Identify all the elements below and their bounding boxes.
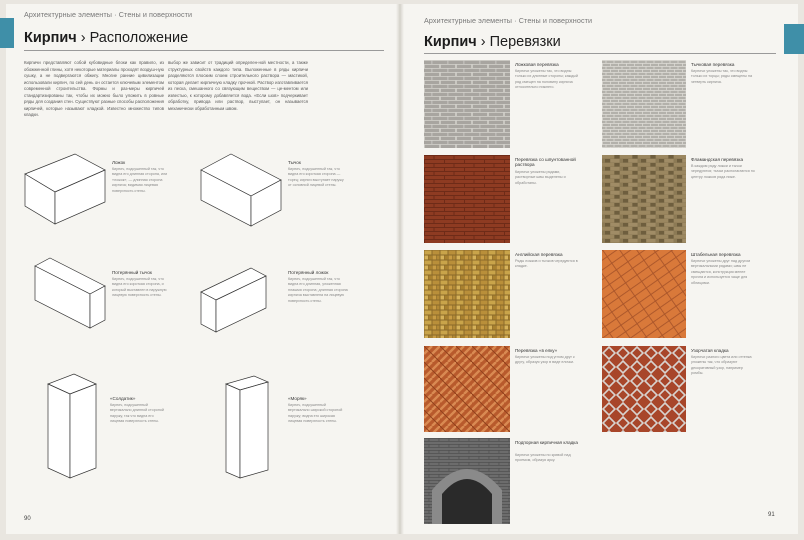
- bond-desc-header: Кирпичи уложены так, что видны только их торцы; ряды смещены на четверть кирпича.: [691, 69, 753, 84]
- bond-desc-english: Ряды ложков и тычков чередуются в кладке.: [515, 259, 578, 269]
- unit-desc-rowlock-stretcher: Кирпич, подсушенный так, что видна его длинная, уложенная плашмя сторона; длинная сторона кирпича выставлена на лицевую поверхность стены.: [288, 277, 348, 303]
- running-head-right: Архитектурные элементы · Стены и поверхности: [424, 16, 593, 25]
- chapter-tab-right: [784, 24, 804, 54]
- bond-desc-diaper: Кирпичи разного цвета или оттенка уложены так, что образуют декоративный узор, например ромбы.: [691, 355, 752, 376]
- bond-label-arch: Подпорная кирпичная кладка: [515, 440, 578, 445]
- intro-column-2: выбор же зависит от традиций определен-ной местности, а также структурных свойств каждого типа. Выложенные в ряды кирпичи разделяются плоским слоем строительного раствора — мастикой, которая делает кирпичную кладку прочной. Раствор изготавливается из песка, смешанного со связующим веществом — це-ментом или известью, к которому добавляется вода. «Если шов» подчеркивает обработку, привода или раствор, выступает, он называется механически обработанным швом.: [168, 60, 308, 111]
- unit-desc-header: Кирпич, подсушенный так, что видна его короткая сторона — торец; кирпич выступает наружу от основной лицевой стены.: [288, 167, 344, 188]
- bond-label-stretcher: Ложковая перевязка: [515, 62, 559, 67]
- chapter-tab-left: [0, 18, 14, 48]
- bond-desc-herringbone: Кирпичи уложены под углом друг к другу, образуя узор в виде елочки.: [515, 355, 575, 365]
- unit-label-rowlock-header: Потерянный тычок: [112, 270, 152, 275]
- page-number-left: 90: [24, 516, 31, 522]
- bond-desc-raked: Кирпичи уложены рядами, растворные швы выделены и обработаны.: [515, 170, 566, 185]
- bond-label-raked: Перевязка со шпунтованной раствора: [515, 157, 576, 167]
- unit-label-soldier: «Солдатик»: [110, 396, 136, 401]
- photo-stretcher-bond: [424, 60, 510, 148]
- unit-desc-stretcher: Кирпич, подсушенный так, что видна его длинная сторона, или «ложок», — длинная сторона кирпича; видимая лицевая поверхность стены.: [112, 167, 168, 193]
- running-head-left: Архитектурные элементы · Стены и поверхности: [24, 10, 193, 19]
- bond-desc-stretcher: Кирпичи уложены так, что видны только их длинные стороны; каждый ряд смещен на половину кирпича относительно нижнего.: [515, 69, 578, 90]
- photo-arch-brickwork: [424, 438, 510, 524]
- title-rule-left: [24, 50, 384, 51]
- page-number-right: 91: [768, 512, 775, 518]
- photo-english-bond: [424, 250, 510, 338]
- title-bold-right: Кирпич: [424, 34, 477, 50]
- bond-label-header: Тычковая перевязка: [691, 62, 735, 67]
- title-rest: › Расположение: [76, 30, 189, 46]
- unit-label-header: Тычок: [288, 160, 301, 165]
- unit-label-sailor: «Моряк»: [288, 396, 307, 401]
- unit-label-rowlock-stretcher: Потерянный ложок: [288, 270, 329, 275]
- bond-label-flemish: Фламандская перевязка: [691, 157, 744, 162]
- photo-herringbone-bond: [424, 346, 510, 432]
- bond-label-herringbone: Перевязка «в елку»: [515, 348, 558, 353]
- photo-raked-joint-bond: [424, 155, 510, 243]
- sailor-brick-diagram: [222, 374, 272, 482]
- bond-desc-stack: Кирпичи уложены друг над другом вертикальными рядами; швы не смещаются, конструкция менее прочна и используется чаще для облицовки.: [691, 259, 751, 285]
- bond-label-stack: Штабельная перевязка: [691, 252, 741, 257]
- intro-column-1: Кирпичи представляют собой кубовидные блоки как правило, из обожженной глины, хотя некоторые материалы проходят воздуш-ную сушку, а не подвергаются обжигу. Многие ранние цивилизации использовали кирпич, по сей день он остается ключевым элементом современной строительства. Формы и раз-меры кирпичей стандартизированы так, чтобы их можно было уложить в ровные ряды для создания стен. Существуют разные способы расположения кирпичей, которые называют кладкой. Известно множество типов кладки.: [24, 60, 164, 117]
- unit-desc-sailor: Кирпич, подсушенный вертикально широкой стороной наружу; видна его широкая лицевая поверхность стены.: [288, 403, 343, 424]
- page-title-left: [24, 30, 188, 46]
- bond-desc-flemish: В каждом ряду ложки и тычки чередуются; тычки располагаются по центру ложков ряда ниже.: [691, 164, 755, 179]
- rowlock-stretcher-diagram: [196, 262, 286, 336]
- title-rule-right: [424, 53, 776, 54]
- header-brick-diagram: [196, 152, 286, 232]
- bond-label-diaper: Узорчатая кладка: [691, 348, 729, 353]
- stretcher-brick-diagram: [20, 152, 110, 232]
- soldier-brick-diagram: [44, 372, 100, 482]
- unit-desc-rowlock-header: Кирпич, подсушенный так, что видна его короткая сторона, и который выставлен в наружную лицевую поверхность стены.: [112, 277, 167, 298]
- photo-flemish-bond: [602, 155, 686, 243]
- unit-label-stretcher: Ложок: [112, 160, 126, 165]
- bond-label-english: Английская перевязка: [515, 252, 563, 257]
- page-gutter: [396, 4, 404, 534]
- photo-diaper-pattern: [602, 346, 686, 432]
- page-title-right: [424, 34, 561, 50]
- photo-header-bond: [602, 60, 686, 148]
- bond-desc-arch: Кирпичи уложены по кривой над проемом, образуя арку.: [515, 453, 571, 463]
- unit-desc-soldier: Кирпич, подсушенный вертикально длинной стороной наружу, так что видна его лицевая поверхность стены.: [110, 403, 164, 424]
- title-bold: Кирпич: [24, 30, 77, 46]
- title-rest-right: › Перевязки: [476, 34, 561, 50]
- rowlock-header-diagram: [30, 256, 110, 332]
- photo-stack-bond: [602, 250, 686, 338]
